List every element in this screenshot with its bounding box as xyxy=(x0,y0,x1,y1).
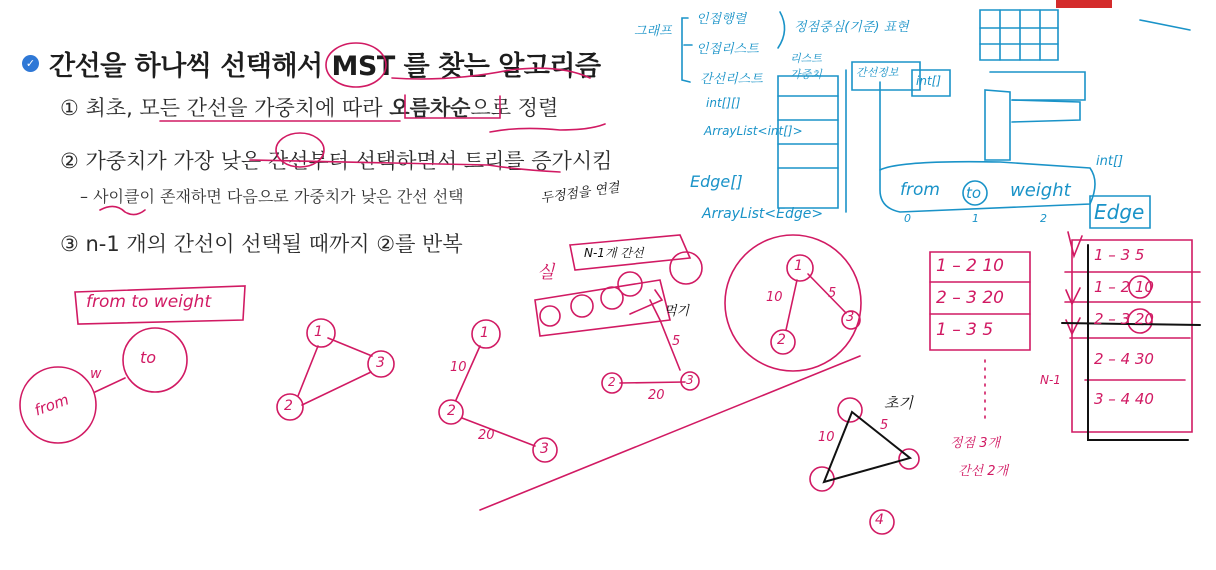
g3-w20: 20 xyxy=(648,388,665,403)
t2-row1: 1 – 3 5 xyxy=(1094,246,1145,264)
ink-from: from xyxy=(31,390,72,420)
g4-v2: 2 xyxy=(777,332,786,348)
g3-v2: 2 xyxy=(608,375,616,389)
ink-to: to xyxy=(140,348,157,367)
ink-from-blue: from xyxy=(900,180,940,200)
ink-arraylist-edge: ArrayList<Edge> xyxy=(702,206,824,222)
ink-vertex-center: 정점중심(기준) 표현 xyxy=(794,20,909,35)
ink-weight-short: 가중치 xyxy=(790,68,822,81)
ink-idx0: 0 xyxy=(904,212,911,225)
heading-underline xyxy=(392,68,590,79)
g1-v3: 3 xyxy=(376,355,385,371)
ink-graph: 그래프 xyxy=(634,24,672,39)
t1-row3: 1 – 3 5 xyxy=(936,320,994,340)
ink-idx2: 2 xyxy=(1040,212,1047,225)
ink-jeolsi: 초기 xyxy=(884,394,913,412)
g2-w10: 10 xyxy=(450,360,467,375)
ink-adj-list: 인접리스트 xyxy=(696,42,759,57)
g3-w5: 5 xyxy=(672,334,681,349)
step-2: ② 가중치가 가장 낮은 간선부터 선택하면서 트리를 증가시킴 xyxy=(60,149,613,173)
g4-v1: 1 xyxy=(794,258,803,274)
ink-edge-class: Edge xyxy=(1094,200,1145,224)
ink-meokgi: 먹기 xyxy=(664,304,690,319)
ink-idx1: 1 xyxy=(972,212,979,225)
g1-v2: 2 xyxy=(284,398,293,414)
ink-edge-info: 간선정보 xyxy=(856,66,899,79)
g2-v2: 2 xyxy=(447,403,456,419)
t2-row2: 1 – 2 10 xyxy=(1094,278,1154,296)
ink-int-arr-b: int[] xyxy=(1096,154,1124,169)
g2-v3: 3 xyxy=(540,441,549,457)
ink-int-arr2: int[][] xyxy=(706,96,741,110)
t2-row5: 3 – 4 40 xyxy=(1094,390,1154,408)
ink-edges-note: 간선 2개 xyxy=(958,464,1009,479)
t1-row2: 2 – 3 20 xyxy=(936,288,1004,308)
g4-v3: 3 xyxy=(846,310,855,325)
heading-text: 간선을 하나씩 선택해서 MST 를 찾는 알고리즘 xyxy=(49,51,601,82)
g4-w5: 5 xyxy=(828,286,837,301)
ink-connect-note: 두정점을 연결 xyxy=(539,180,621,207)
ink-to-blue: to xyxy=(966,184,982,202)
ink-arraylist-int: ArrayList<int[]> xyxy=(704,124,803,138)
step-2-note: – 사이클이 존재하면 다음으로 가중치가 낮은 간선 선택 xyxy=(80,187,464,206)
step-1-post: 으로 정렬 xyxy=(470,96,559,120)
g5-v4: 4 xyxy=(875,512,884,528)
mst-circle xyxy=(326,43,386,87)
ink-edge-arr: Edge[] xyxy=(690,172,743,191)
ink-weight-blue: weight xyxy=(1010,180,1071,201)
g5-w5: 5 xyxy=(880,418,889,433)
t2-row3: 2 – 3 20 xyxy=(1094,310,1154,328)
ink-adj-matrix: 인접행렬 xyxy=(696,12,747,27)
g5-w10: 10 xyxy=(818,430,835,445)
ink-edge-list: 간선리스트 xyxy=(700,72,763,87)
g2-v1: 1 xyxy=(480,325,489,341)
step-3: ③ n-1 개의 간선이 선택될 때까지 ②를 반복 xyxy=(60,232,463,256)
t2-row4: 2 – 4 30 xyxy=(1094,350,1154,368)
g1-v1: 1 xyxy=(314,324,323,340)
g4-w10: 10 xyxy=(766,290,783,305)
step-1-pre: ① 최초, 모든 간선을 가중치에 따라 xyxy=(60,96,390,120)
ink-vertices-note: 정점 3개 xyxy=(950,436,1001,451)
ink-n-minus-1: N-1 xyxy=(1040,373,1061,387)
ink-n1-edges: N-1개 간선 xyxy=(584,246,644,260)
check-bullet-icon: ✓ xyxy=(22,55,39,72)
g2-w20: 20 xyxy=(478,428,495,443)
ink-int-arr: int[] xyxy=(916,74,942,88)
ink-w: w xyxy=(90,366,102,382)
t1-row1: 1 – 2 10 xyxy=(936,256,1004,276)
ink-sil: 실 xyxy=(537,262,555,283)
g3-v3: 3 xyxy=(686,373,694,387)
ink-from-to-weight: from to weight xyxy=(86,292,212,312)
ink-list: 리스트 xyxy=(790,52,822,65)
step-1-bold: 오름차순 xyxy=(389,96,471,120)
